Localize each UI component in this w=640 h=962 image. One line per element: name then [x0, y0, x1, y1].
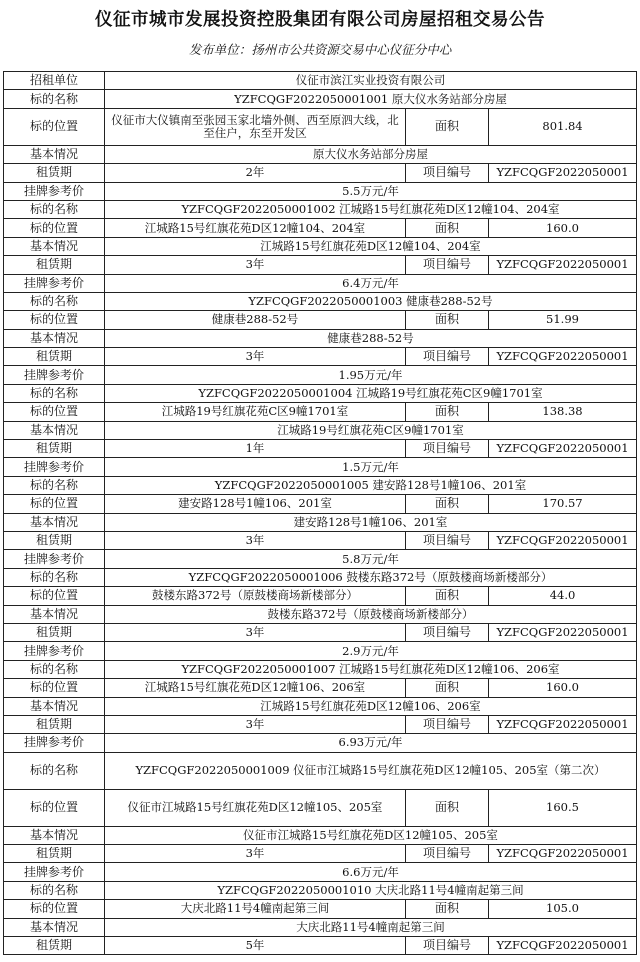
tenderer-label: 招租单位 [4, 72, 105, 90]
lot-project-no: YZFCQGF2022050001 [489, 164, 637, 182]
location-label: 标的位置 [4, 108, 105, 145]
lot-price-row [4, 366, 637, 384]
lot-basic: 健康巷288-52号 [105, 329, 637, 347]
lot-location: 仪征市大仪镇南至张园玉家北墙外侧、西至原泗大线，北至住户，东至开发区 [105, 108, 406, 145]
lot-price: 6.6万元/年 [105, 863, 637, 881]
lot-project-no: YZFCQGF2022050001 [489, 937, 637, 955]
term-label: 租赁期 [4, 937, 105, 955]
lot-area: 160.0 [489, 219, 637, 237]
lot-price: 5.5万元/年 [105, 182, 637, 200]
lot-name-row [4, 200, 637, 218]
lot-location-row [4, 219, 637, 237]
lot-basic-row [4, 329, 637, 347]
lot-term-row [4, 164, 637, 182]
name-label: 标的名称 [4, 476, 105, 494]
project-no-label: 项目编号 [406, 845, 489, 863]
basic-label: 基本情况 [4, 918, 105, 936]
price-label: 挂牌参考价 [4, 734, 105, 752]
lot-price-row [4, 863, 637, 881]
lot-location-row [4, 403, 637, 421]
area-label: 面积 [406, 403, 489, 421]
lot-basic-row [4, 918, 637, 936]
lot-basic-row [4, 513, 637, 531]
project-no-label: 项目编号 [406, 164, 489, 182]
lot-term-row [4, 715, 637, 733]
lot-location: 建安路128号1幢106、201室 [105, 495, 406, 513]
area-label: 面积 [406, 495, 489, 513]
lot-area: 160.0 [489, 679, 637, 697]
project-no-label: 项目编号 [406, 715, 489, 733]
lot-term: 3年 [105, 845, 406, 863]
lot-basic: 江城路19号红旗花苑C区9幢1701室 [105, 421, 637, 439]
lot-area: 170.57 [489, 495, 637, 513]
lot-name: YZFCQGF2022050001001 原大仪水务站部分房屋 [105, 90, 637, 108]
lot-term: 3年 [105, 715, 406, 733]
project-no-label: 项目编号 [406, 440, 489, 458]
lot-project-no: YZFCQGF2022050001 [489, 256, 637, 274]
lot-term-row [4, 937, 637, 955]
area-label: 面积 [406, 311, 489, 329]
lot-area: 138.38 [489, 403, 637, 421]
lot-price-row [4, 550, 637, 568]
lot-project-no: YZFCQGF2022050001 [489, 440, 637, 458]
lot-location-row [4, 495, 637, 513]
lot-name-row [4, 568, 637, 586]
lot-basic: 鼓楼东路372号（原鼓楼商场新楼部分） [105, 605, 637, 623]
name-label: 标的名称 [4, 881, 105, 899]
project-no-label: 项目编号 [406, 348, 489, 366]
lot-term: 1年 [105, 440, 406, 458]
lot-name-row [4, 476, 637, 494]
lot-price: 1.95万元/年 [105, 366, 637, 384]
lot-location-row [4, 311, 637, 329]
lot-name-row [4, 292, 637, 310]
area-label: 面积 [406, 108, 489, 145]
lot-name: YZFCQGF2022050001003 健康巷288-52号 [105, 292, 637, 310]
lot-term-row [4, 531, 637, 549]
lot-basic-row [4, 421, 637, 439]
price-label: 挂牌参考价 [4, 863, 105, 881]
lot-term-row [4, 623, 637, 641]
lot-basic-row [4, 145, 637, 163]
term-label: 租赁期 [4, 164, 105, 182]
lot-name: YZFCQGF2022050001004 江城路19号红旗花苑C区9幢1701室 [105, 384, 637, 402]
project-no-label: 项目编号 [406, 256, 489, 274]
lot-area: 44.0 [489, 587, 637, 605]
location-label: 标的位置 [4, 900, 105, 918]
lot-location-row [4, 108, 637, 145]
name-label: 标的名称 [4, 292, 105, 310]
lot-name: YZFCQGF2022050001002 江城路15号红旗花苑D区12幢104、204室 [105, 200, 637, 218]
term-label: 租赁期 [4, 348, 105, 366]
lot-location: 仪征市江城路15号红旗花苑D区12幢105、205室 [105, 789, 406, 826]
basic-label: 基本情况 [4, 826, 105, 844]
lot-term: 2年 [105, 164, 406, 182]
lot-name-row [4, 384, 637, 402]
lot-name-row [4, 90, 637, 108]
price-label: 挂牌参考价 [4, 366, 105, 384]
area-label: 面积 [406, 219, 489, 237]
publisher-line: 发布单位：扬州市公共资源交易中心仪征分中心 [188, 42, 452, 57]
location-label: 标的位置 [4, 311, 105, 329]
term-label: 租赁期 [4, 715, 105, 733]
lot-basic: 江城路15号红旗花苑D区12幢104、204室 [105, 237, 637, 255]
lot-name-row [4, 752, 637, 789]
tenderer-value: 仪征市滨江实业投资有限公司 [105, 72, 637, 90]
basic-label: 基本情况 [4, 421, 105, 439]
lot-term-row [4, 256, 637, 274]
lot-name: YZFCQGF2022050001007 江城路15号红旗花苑D区12幢106、206室 [105, 660, 637, 678]
area-label: 面积 [406, 587, 489, 605]
lot-price: 6.93万元/年 [105, 734, 637, 752]
lot-location: 江城路19号红旗花苑C区9幢1701室 [105, 403, 406, 421]
location-label: 标的位置 [4, 789, 105, 826]
tenderer-row [4, 72, 637, 90]
lot-term: 3年 [105, 348, 406, 366]
name-label: 标的名称 [4, 200, 105, 218]
basic-label: 基本情况 [4, 513, 105, 531]
location-label: 标的位置 [4, 403, 105, 421]
lot-area: 51.99 [489, 311, 637, 329]
lot-term-row [4, 348, 637, 366]
lot-basic: 江城路15号红旗花苑D区12幢106、206室 [105, 697, 637, 715]
lot-basic-row [4, 697, 637, 715]
lot-location-row [4, 789, 637, 826]
lot-area: 801.84 [489, 108, 637, 145]
project-no-label: 项目编号 [406, 531, 489, 549]
lot-area: 105.0 [489, 900, 637, 918]
lot-name-row [4, 660, 637, 678]
lot-price: 2.9万元/年 [105, 642, 637, 660]
lot-location-row [4, 587, 637, 605]
lot-basic-row [4, 605, 637, 623]
name-label: 标的名称 [4, 568, 105, 586]
lot-term-row [4, 440, 637, 458]
lot-name: YZFCQGF2022050001005 建安路128号1幢106、201室 [105, 476, 637, 494]
basic-label: 基本情况 [4, 329, 105, 347]
lot-price-row [4, 274, 637, 292]
lot-project-no: YZFCQGF2022050001 [489, 623, 637, 641]
lot-term-row [4, 845, 637, 863]
term-label: 租赁期 [4, 531, 105, 549]
term-label: 租赁期 [4, 256, 105, 274]
lot-basic-row [4, 237, 637, 255]
lot-project-no: YZFCQGF2022050001 [489, 531, 637, 549]
lot-price: 1.5万元/年 [105, 458, 637, 476]
lot-project-no: YZFCQGF2022050001 [489, 348, 637, 366]
price-label: 挂牌参考价 [4, 182, 105, 200]
price-label: 挂牌参考价 [4, 458, 105, 476]
lot-location: 健康巷288-52号 [105, 311, 406, 329]
listing-table [3, 71, 637, 955]
lot-price: 6.4万元/年 [105, 274, 637, 292]
basic-label: 基本情况 [4, 237, 105, 255]
lot-basic: 建安路128号1幢106、201室 [105, 513, 637, 531]
lot-price-row [4, 734, 637, 752]
term-label: 租赁期 [4, 440, 105, 458]
lot-location: 江城路15号红旗花苑D区12幢106、206室 [105, 679, 406, 697]
lot-name: YZFCQGF2022050001006 鼓楼东路372号（原鼓楼商场新楼部分） [105, 568, 637, 586]
lot-basic-row [4, 826, 637, 844]
lot-price: 5.8万元/年 [105, 550, 637, 568]
name-label: 标的名称 [4, 752, 105, 789]
lot-basic: 仪征市江城路15号红旗花苑D区12幢105、205室 [105, 826, 637, 844]
lot-basic: 大庆北路11号4幢南起第三间 [105, 918, 637, 936]
lot-term: 3年 [105, 623, 406, 641]
lot-area: 160.5 [489, 789, 637, 826]
basic-label: 基本情况 [4, 697, 105, 715]
price-label: 挂牌参考价 [4, 642, 105, 660]
area-label: 面积 [406, 789, 489, 826]
lot-project-no: YZFCQGF2022050001 [489, 715, 637, 733]
lot-price-row [4, 458, 637, 476]
location-label: 标的位置 [4, 587, 105, 605]
project-no-label: 项目编号 [406, 937, 489, 955]
lot-term: 3年 [105, 256, 406, 274]
basic-label: 基本情况 [4, 605, 105, 623]
location-label: 标的位置 [4, 495, 105, 513]
project-no-label: 项目编号 [406, 623, 489, 641]
lot-basic: 原大仪水务站部分房屋 [105, 145, 637, 163]
location-label: 标的位置 [4, 679, 105, 697]
price-label: 挂牌参考价 [4, 550, 105, 568]
basic-label: 基本情况 [4, 145, 105, 163]
lot-name: YZFCQGF2022050001009 仪征市江城路15号红旗花苑D区12幢105、205室（第二次） [105, 752, 637, 789]
area-label: 面积 [406, 679, 489, 697]
lot-name-row [4, 881, 637, 899]
term-label: 租赁期 [4, 845, 105, 863]
price-label: 挂牌参考价 [4, 274, 105, 292]
page-title: 仪征市城市发展投资控股集团有限公司房屋招租交易公告 [95, 10, 545, 30]
lot-price-row [4, 182, 637, 200]
lot-term: 5年 [105, 937, 406, 955]
location-label: 标的位置 [4, 219, 105, 237]
lot-location: 大庆北路11号4幢南起第三间 [105, 900, 406, 918]
lot-term: 3年 [105, 531, 406, 549]
lot-location-row [4, 679, 637, 697]
name-label: 标的名称 [4, 660, 105, 678]
term-label: 租赁期 [4, 623, 105, 641]
lot-price-row [4, 642, 637, 660]
lot-location: 鼓楼东路372号（原鼓楼商场新楼部分） [105, 587, 406, 605]
name-label: 标的名称 [4, 90, 105, 108]
lot-location-row [4, 900, 637, 918]
lot-name: YZFCQGF2022050001010 大庆北路11号4幢南起第三间 [105, 881, 637, 899]
lot-location: 江城路15号红旗花苑D区12幢104、204室 [105, 219, 406, 237]
name-label: 标的名称 [4, 384, 105, 402]
lot-project-no: YZFCQGF2022050001 [489, 845, 637, 863]
area-label: 面积 [406, 900, 489, 918]
